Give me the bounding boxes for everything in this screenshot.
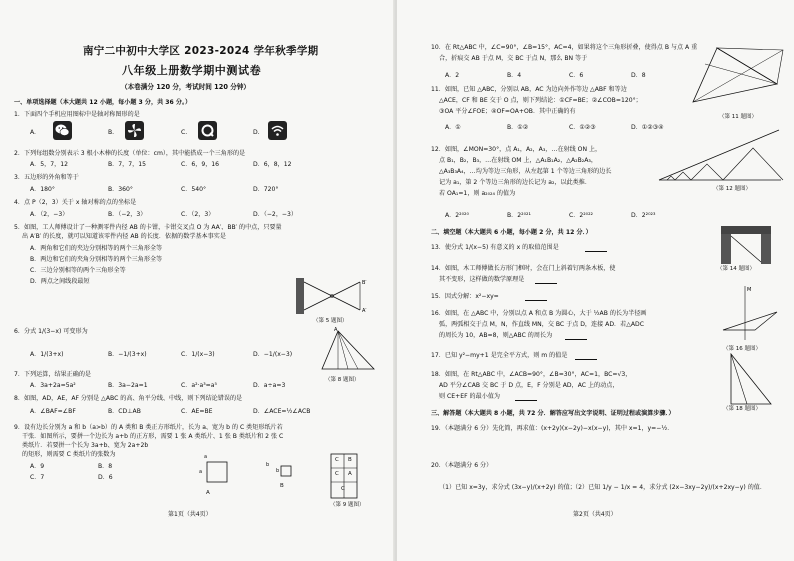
answer-blank-13[interactable] [585, 245, 607, 252]
q12-figure-caption: （第 12 题图） [713, 186, 751, 192]
q3-option-d: D．720° [253, 186, 279, 193]
answer-blank-18[interactable] [515, 394, 537, 401]
q12-option-a: A．2²⁰²⁰ [445, 212, 469, 219]
q10-option-b: B．4 [507, 72, 522, 79]
question-18-line-1: 18．如图，在 Rt△ABC 中，∠ACB=90°，∠B=30°，AC=1，BC=√3， [431, 371, 632, 378]
question-7: 7．下列运算，结果正确的是 [14, 371, 92, 378]
question-11-line-1: 11．如图，已知 △ABC，分别以 AB，AC 为边向外作等边 △ABF 和等边 [431, 86, 627, 93]
q5-option-d: D．两点之间线段最短 [30, 278, 90, 285]
q8-option-a: A．∠BAF=∠BF [30, 408, 76, 415]
q11-option-c: C．①②③ [569, 124, 596, 131]
answer-blank-16[interactable] [565, 333, 587, 340]
q3-option-b: B．360° [108, 186, 133, 193]
question-16-line-1: 16．如图，在 △ABC 中，分别以点 A 和点 B 为圆心，大于 ½AB 的长为半径画 [431, 310, 647, 317]
question-14-line-1: 14．如图，木工师傅做长方形门框时，会在门上斜着钉两条木板，使 [431, 265, 616, 272]
question-18-line-3: 则 CE+EF 的最小值为 [439, 393, 501, 400]
question-12-line-1: 12．如图，∠MON=30°，点 A₁，A₂，A₃，…在射线 ON 上， [431, 146, 602, 153]
question-10-line-2: 合，折痕交 AB 于点 M，交 BC 于点 N，那么 BN 等于 [439, 55, 588, 62]
question-1: 1．下面四个手机应用图标中是轴对称图形的是 [14, 111, 140, 118]
question-11-line-3: ③OA 平分∠FOE；④OF=OA+OB．其中正确的有 [439, 108, 576, 115]
tile-cell-2: B [348, 457, 352, 463]
tile-cell-4: A [348, 471, 352, 477]
tile-label-A: A [206, 490, 210, 496]
triangle-q18-figure [721, 350, 777, 410]
q4-option-d: D．（−2，−3） [253, 211, 297, 218]
question-9-line-2: 干张．如图所示，要拼一个边长为 a+b 的正方形，需要 1 张 A 类纸片、1 张 B 类纸片和 2 张 C [22, 433, 284, 440]
answer-blank-14[interactable] [535, 277, 557, 284]
q5-option-b: B．两边和它们的夹角分别相等的两个三角形全等 [30, 256, 163, 263]
svg-text:B′: B′ [362, 280, 367, 286]
q1-option-c: C. [181, 129, 188, 136]
q11-option-b: B．①② [507, 124, 529, 131]
q1-option-a: A. [30, 129, 36, 136]
question-13: 13．使分式 1/(x−5) 有意义的 x 的取值范围是 [431, 244, 559, 251]
q8-option-c: C．AE=BE [181, 408, 213, 415]
q2-option-a: A．5，7，12 [30, 161, 68, 168]
question-9-line-1: 9．设有边长分别为 a 和 b（a>b）的 A 类和 B 类正方形纸片，长为 a、宽为 b 的 C 类矩形纸片若 [14, 424, 283, 431]
svg-text:A: A [334, 327, 338, 333]
exam-info: （本卷满分 120 分，考试时间 120 分钟） [121, 83, 251, 91]
tile-label-a-top: a [204, 454, 208, 460]
exam-title: 八年级上册数学期中测试卷 [122, 64, 262, 77]
angle-q12-figure [655, 126, 785, 186]
section-answer-heading: 三、解答题（本大题共 8 小题，共 72 分．解答应写出文字说明、证明过程或演算步骤．） [431, 410, 675, 417]
q11-option-d: D．①②③④ [631, 124, 664, 131]
question-19: 19．（本题满分 6 分）先化简，再求值：(x+2y)(x−2y)−x(x−y)，其中 x=1，y=−½． [431, 425, 674, 432]
tile-cell-1: C [335, 457, 339, 463]
triangle-q8-figure [320, 327, 380, 375]
question-15: 15．因式分解：x²−xy= [431, 293, 499, 300]
q7-option-d: D．a÷a=3 [253, 382, 286, 389]
answer-blank-17[interactable] [575, 353, 597, 360]
q7-option-c: C．a²·a³=a⁵ [181, 382, 217, 389]
q3-option-c: C．540° [181, 186, 207, 193]
section-choice-heading: 一、单项选择题（本大题共 12 小题，每小题 3 分，共 36 分。） [14, 99, 192, 106]
q6-option-a: A．1/(3+x) [30, 351, 64, 358]
q9-option-a: A．9 [30, 463, 45, 470]
svg-text:M: M [747, 287, 752, 293]
q4-option-c: C．（2，3） [181, 211, 215, 218]
exam-page-2 [397, 0, 794, 561]
q5-figure-caption: （第 5 题图） [313, 318, 348, 324]
q6-option-c: C．1/(x−3) [181, 351, 215, 358]
q7-option-b: B．3a−2a=1 [108, 382, 148, 389]
q5-option-c: C．三边分别相等的两个三角形全等 [30, 267, 126, 274]
q12-option-d: D．2²⁰²³ [631, 212, 656, 219]
question-5-line-2: 出 A′B′ 的长度，就可以知道该零件内径 AB 的长度．依据的数学基本事实是 [22, 233, 226, 240]
q10-option-d: D．8 [631, 72, 646, 79]
q2-option-c: C．6，9，16 [181, 161, 220, 168]
answer-blank-15[interactable] [525, 294, 547, 301]
q1-option-d: D. [253, 129, 260, 136]
q-search-icon [198, 121, 217, 140]
question-17: 17．已知 y²−my+1 是完全平方式，则 m 的值是 [431, 352, 568, 359]
q9-option-d: D．6 [98, 474, 113, 481]
exam-school-title: 南宁二中初中大学区 2023-2024 学年秋季学期 [83, 45, 319, 57]
question-6: 6．分式 1/(3−x) 可变形为 [14, 328, 88, 335]
q4-option-a: A．（2，−3） [30, 211, 69, 218]
question-8: 8．如图，AD，AE，AF 分别是 △ABC 的高、角平分线、中线，则下列结论错误的是 [14, 395, 243, 402]
q20-part-2: （2）已知 1/y − 1/x = 4，求分式 (2x−3xy−2y)/(x+2xy−y) 的值． [572, 484, 766, 491]
q12-option-c: C．2²⁰²² [569, 212, 593, 219]
question-9-line-4: 的矩形，则需要 C 类纸片的张数为 [22, 451, 116, 458]
question-12-line-5: 若 OA₁=1，则 a₂₀₂₄ 的值为 [439, 190, 516, 197]
svg-text:O: O [330, 294, 334, 300]
question-3: 3．五边形的外角和等于 [14, 174, 79, 181]
tile-label-a-side: a [199, 469, 203, 475]
question-12-line-2: 点 B₁，B₂，B₃，…在射线 OM 上，△A₁B₁A₂，△A₂B₂A₃， [439, 157, 597, 164]
question-16-line-2: 弧，两弧相交于点 M，N，作直线 MN，交 BC 于点 D，连接 AD．若△ADC [439, 321, 645, 328]
question-12-line-3: △A₃B₃A₄，…均为等边三角形，从左起第 1 个等边三角形的边长 [439, 168, 612, 175]
question-12-line-4: 记为 a₁，第 2 个等边三角形的边长记为 a₂，以此类推． [439, 179, 591, 186]
q1-option-b: B. [108, 129, 115, 136]
q5-option-a: A．两角和它们的夹边分别相等的两个三角形全等 [30, 245, 163, 252]
page-2-footer: 第2页（共4页） [573, 511, 617, 518]
q8-option-b: B．CD⊥AB [108, 408, 141, 415]
q3-option-a: A．180° [30, 186, 55, 193]
tile-label-b-top: b [266, 462, 270, 468]
question-16-line-3: 的周长为 10，AB=8，则△ABC 的周长为 [439, 332, 553, 339]
q9-option-c: C．7 [30, 474, 45, 481]
q6-option-b: B．−1/(3+x) [108, 351, 147, 358]
q6-option-d: D．−1/(x−3) [253, 351, 293, 358]
q10-option-c: C．6 [569, 72, 584, 79]
svg-text:A′: A′ [362, 308, 367, 314]
q12-option-b: B．2²⁰²¹ [507, 212, 531, 219]
bisector-q16-figure [715, 282, 783, 342]
q11-option-a: A．① [445, 124, 461, 131]
tile-label-B: B [280, 483, 284, 489]
wechat-icon [53, 121, 72, 140]
q8-option-d: D．∠ACE=½∠ACB [253, 408, 311, 415]
wifi-icon [268, 121, 287, 140]
q2-option-d: D．6，8，12 [253, 161, 292, 168]
pinwheel-icon [125, 121, 144, 140]
q14-figure-caption: （第 14 题图） [717, 266, 755, 272]
question-11-line-2: △ACE，CF 和 BE 交于 O 点，则下列结论：①CF=BE；②∠COB=120°； [439, 97, 642, 104]
question-2: 2．下列每组数分别表示 3 根小木棒的长度（单位：cm），其中能搭成一个三角形的是 [14, 150, 246, 157]
tile-cell-3: C [335, 471, 339, 477]
question-4: 4．点 P（2，3）关于 x 轴对称的点的坐标是 [14, 199, 137, 206]
q10-option-a: A．2 [445, 72, 460, 79]
caliper-figure [290, 272, 370, 322]
tile-label-b-side: b [276, 468, 280, 474]
q7-option-a: A．3a+2a=5a² [30, 382, 76, 389]
q2-option-b: B．7，7，15 [108, 161, 146, 168]
question-18-line-2: AD 平分∠CAB 交 BC 于 D 点，E，F 分别是 AD，AC 上的动点， [439, 382, 619, 389]
door-frame-figure [715, 222, 777, 266]
question-20: 20．（本题满分 6 分） [431, 462, 493, 469]
question-9-line-3: 类纸片．若要拼一个长为 3a+b、宽为 2a+2b [22, 442, 149, 449]
q9-figure-caption: （第 9 题图） [330, 502, 365, 508]
question-5-line-1: 5．如图，工人师傅设计了一种测零件内径 AB 的卡钳，卡钳交叉点 O 为 AA′、BB′ 的中点，只要量 [14, 224, 282, 231]
q8-figure-caption: （第 8 题图） [325, 377, 360, 383]
q9-option-b: B．8 [98, 463, 113, 470]
tile-cell-5: C [341, 486, 345, 492]
question-14-line-2: 其不变形，这样做的数学原理是 [439, 276, 525, 283]
question-10-line-1: 10．在 Rt△ABC 中，∠C=90°，∠B=15°，AC=4，如果将这个三角形折叠，使得点 B 与点 A 重 [431, 44, 698, 51]
q16-figure-caption: （第 16 题图） [723, 346, 761, 352]
q4-option-b: B．（−2，3） [108, 211, 147, 218]
q11-figure-caption: （第 11 题图） [719, 114, 757, 120]
q20-part-1: （1）已知 x=3y，求分式 (3x−y)/(x+2y) 的值； [439, 484, 576, 491]
triangle-q11-figure [687, 44, 787, 106]
q18-figure-caption: （第 18 题图） [723, 406, 761, 412]
page-1-footer: 第1页（共4页） [168, 511, 212, 518]
section-fill-heading: 二、填空题（本大题共 6 小题，每小题 2 分，共 12 分．） [431, 229, 592, 236]
